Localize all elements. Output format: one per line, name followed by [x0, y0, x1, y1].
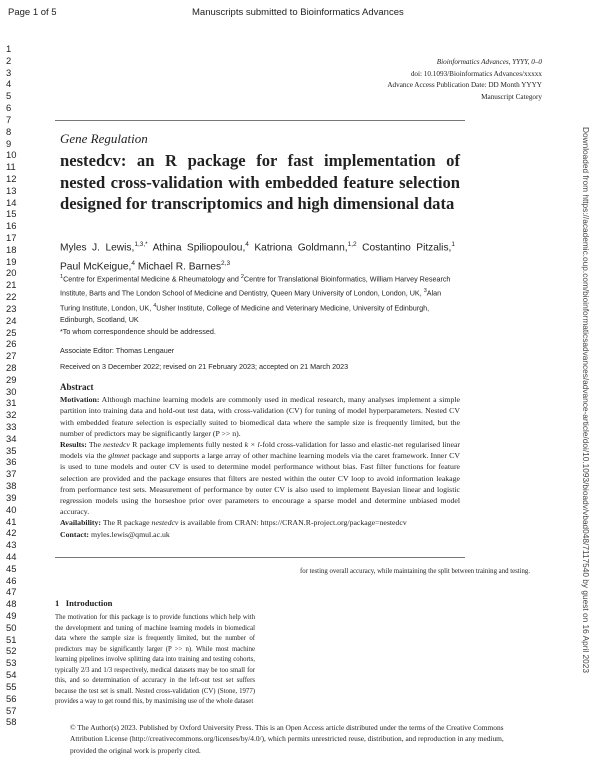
affiliation-text: Centre for Translational Bioinformatics, William Harvey Research Institute, Barts and The London School of Medicine and Dentistry, Queen Mary University of London, London, UK, [60, 274, 451, 298]
line-number: 42 [6, 527, 17, 539]
corresponding-note: *To whom correspondence should be addressed. [60, 327, 216, 336]
line-number: 50 [6, 621, 17, 633]
line-number: 5 [6, 90, 12, 102]
line-number: 26 [6, 338, 17, 350]
line-number: 53 [6, 657, 17, 669]
author-name: Michael R. Barnes [134, 260, 222, 272]
line-number: 27 [6, 350, 17, 362]
line-number: 15 [6, 208, 17, 220]
line-number: 34 [6, 432, 17, 444]
line-number: 39 [6, 491, 17, 503]
line-number: 56 [6, 692, 17, 704]
line-number: 21 [6, 279, 17, 291]
line-number: 33 [6, 421, 17, 432]
line-number: 35 [6, 444, 17, 456]
line-number: 43 [6, 539, 17, 551]
line-number: 3 [6, 66, 12, 78]
line-number: 44 [6, 550, 17, 562]
affiliations [60, 271, 460, 326]
line-number: 51 [6, 633, 17, 645]
affiliation-sup: 1 [60, 274, 64, 280]
author-list [60, 237, 455, 274]
line-number: 8 [6, 125, 12, 137]
line-number: 18 [6, 243, 17, 255]
line-number: 54 [6, 669, 17, 681]
line-number: 45 [6, 562, 17, 574]
line-number: 40 [6, 503, 17, 515]
line-number: 22 [6, 291, 17, 303]
line-number: 37 [6, 468, 17, 480]
abstract-rule [55, 557, 465, 558]
download-watermark: Downloaded from https://academic.oup.com/bioinformaticsadvances/advance-article/doi/10.1093/bioadv/vbad048/7117540 by guest on 16 April 2023 [581, 127, 591, 673]
line-number: 49 [6, 610, 17, 621]
line-number: 48 [6, 598, 17, 610]
line-number: 28 [6, 361, 17, 373]
abstract-contact: Contact: myles.lewis@qmul.ac.uk [60, 529, 170, 539]
line-number: 11 [6, 161, 16, 173]
line-number: 32 [6, 409, 17, 421]
affiliation-sup: 2 [240, 274, 244, 280]
author-name: Paul McKeigue, [60, 260, 132, 272]
affiliation-text: Alan Turing Institute, London, UK, [60, 288, 442, 313]
line-numbers [6, 43, 28, 728]
journal-citation: Bioinformatics Advances, YYYY, 0–0 [436, 58, 542, 66]
line-number: 2 [6, 54, 12, 66]
author-affiliation-sup: 2,3 [221, 259, 231, 267]
affiliation-text: Centre for Experimental Medicine & Rheumatology and [63, 274, 241, 284]
author-name: Katriona Goldmann, [248, 242, 348, 254]
line-number: 36 [6, 456, 17, 468]
introduction-text: The motivation for this package is to provide functions which help with the development and tuning of machine learning models in biomedical data where the sample size is frequently limited, but the number of predictors may be significantly larger (P >> n). While most machine learning pipelines involve splitting data into training and testing cohorts, typically 2/3 and 1/3 respectively, medical datasets may be too small for this, and so determination of accuracy in the left-out test set suffers because the test set is small. Nested cross-validation (CV) (Stone, 1977) provides a way to get round this, by maximising use of the whole dataset [55, 614, 255, 705]
line-number: 10 [6, 149, 17, 161]
line-number: 31 [6, 397, 17, 409]
author-name: Myles J. Lewis, [60, 242, 135, 254]
page-label: Page 1 of 5 [8, 7, 57, 18]
line-number: 1 [6, 43, 12, 54]
affiliation-sup: 3 [423, 288, 427, 295]
line-number: 57 [6, 704, 17, 716]
author-name: Athina Spiliopoulou, [147, 242, 246, 254]
author-affiliation-sup: 1,2 [347, 241, 357, 248]
line-number: 55 [6, 680, 17, 692]
header-rule [55, 120, 465, 121]
author-affiliation-sup: 1 [451, 241, 455, 248]
line-number: 24 [6, 314, 17, 326]
journal-meta [387, 57, 542, 103]
author-affiliation-sup: 4 [131, 259, 135, 267]
affiliation-text: Usher Institute, College of Medicine and Veterinary Medicine, University of Edinburgh, Edinburgh, Scotland, UK [60, 303, 430, 325]
abstract [60, 382, 460, 540]
running-head: Manuscripts submitted to Bioinformatics Advances [192, 7, 404, 18]
line-number: 16 [6, 220, 17, 232]
line-number: 58 [6, 716, 17, 728]
line-number: 25 [6, 326, 17, 338]
line-number: 14 [6, 196, 17, 208]
author-name: Costantino Pitzalis, [356, 242, 452, 254]
introduction-heading: 1 Introduction [55, 598, 113, 608]
abstract-motivation: Motivation: Although machine learning models are commonly used in medical research, many analyses implement a simple partition into training data and hold-out test data, with cross-validation (CV) for tuning of model hyperparameters. Nested CV with embedded feature selection is especially suited to biomedical data where the sample size is frequently limited, but the number of predictors may be significantly larger (P >> n). [60, 395, 460, 438]
introduction-continued: for testing overall accuracy, while maintaining the split between training and testing. [300, 568, 531, 575]
line-number: 23 [6, 302, 17, 314]
line-number: 46 [6, 574, 17, 586]
line-number: 4 [6, 78, 12, 90]
line-number: 41 [6, 515, 17, 527]
line-number: 29 [6, 373, 17, 385]
article-category: Gene Regulation [60, 131, 148, 146]
line-number: 19 [6, 255, 17, 267]
publication-dates: Received on 3 December 2022; revised on 21 February 2023; accepted on 21 March 2023 [60, 362, 349, 371]
license-notice: © The Author(s) 2023. Published by Oxford University Press. This is an Open Access article distributed under the terms of the Creative Commons Attribution License (http://creativecommons.org/licenses/by/4.0/), which permits unrestricted reuse, distribution, and reproduction in any medium, provided the original work is properly cited. [70, 723, 504, 755]
line-number: 52 [6, 645, 17, 657]
line-number: 13 [6, 184, 17, 196]
manuscript-category: Manuscript Category [481, 92, 542, 101]
line-number: 20 [6, 267, 17, 279]
author-affiliation-sup: 1,3,* [134, 241, 148, 248]
line-number: 38 [6, 480, 17, 492]
abstract-results: Results: The nestedcv R package implements fully nested k × l-fold cross-validation for lasso and elastic-net regularised linear models via the glmnet package and supports a large array of other machine learning models via the caret framework. Inner CV is used to tune models and outer CV is used to determine model performance without bias. Fast filter functions for feature selection are provided and the package ensures that filters are nested within the outer CV loop to avoid information leakage from performance test sets. Measurement of performance by outer CV is also used to implement Bayesian linear and logistic regression models using the horseshoe prior over parameters to encourage a sparse model and determine unbiased model accuracy. [60, 440, 461, 517]
line-number: 17 [6, 232, 17, 243]
associate-editor: Associate Editor: Thomas Lengauer [60, 346, 175, 355]
line-number: 12 [6, 172, 17, 184]
abstract-availability: Availability: The R package nestedcv is available from CRAN: https://CRAN.R-project.org/package=nestedcv [60, 518, 407, 528]
line-number: 9 [6, 137, 12, 149]
line-number: 47 [6, 586, 17, 598]
author-affiliation-sup: 4 [245, 241, 249, 248]
abstract-heading: Abstract [60, 382, 94, 392]
affiliation-sup: 4 [153, 302, 157, 309]
doi: doi: 10.1093/Bioinformatics Advances/xxxxx [410, 69, 542, 78]
line-number: 7 [6, 113, 12, 125]
advance-access-date: Advance Access Publication Date: DD Month YYYY [387, 81, 542, 90]
line-number: 30 [6, 385, 17, 397]
line-number: 6 [6, 102, 12, 114]
article-title: nestedcv: an R package for fast implementation of nested cross-validation with embedded feature selection designed for transcriptomics and high dimensional data [60, 151, 460, 213]
